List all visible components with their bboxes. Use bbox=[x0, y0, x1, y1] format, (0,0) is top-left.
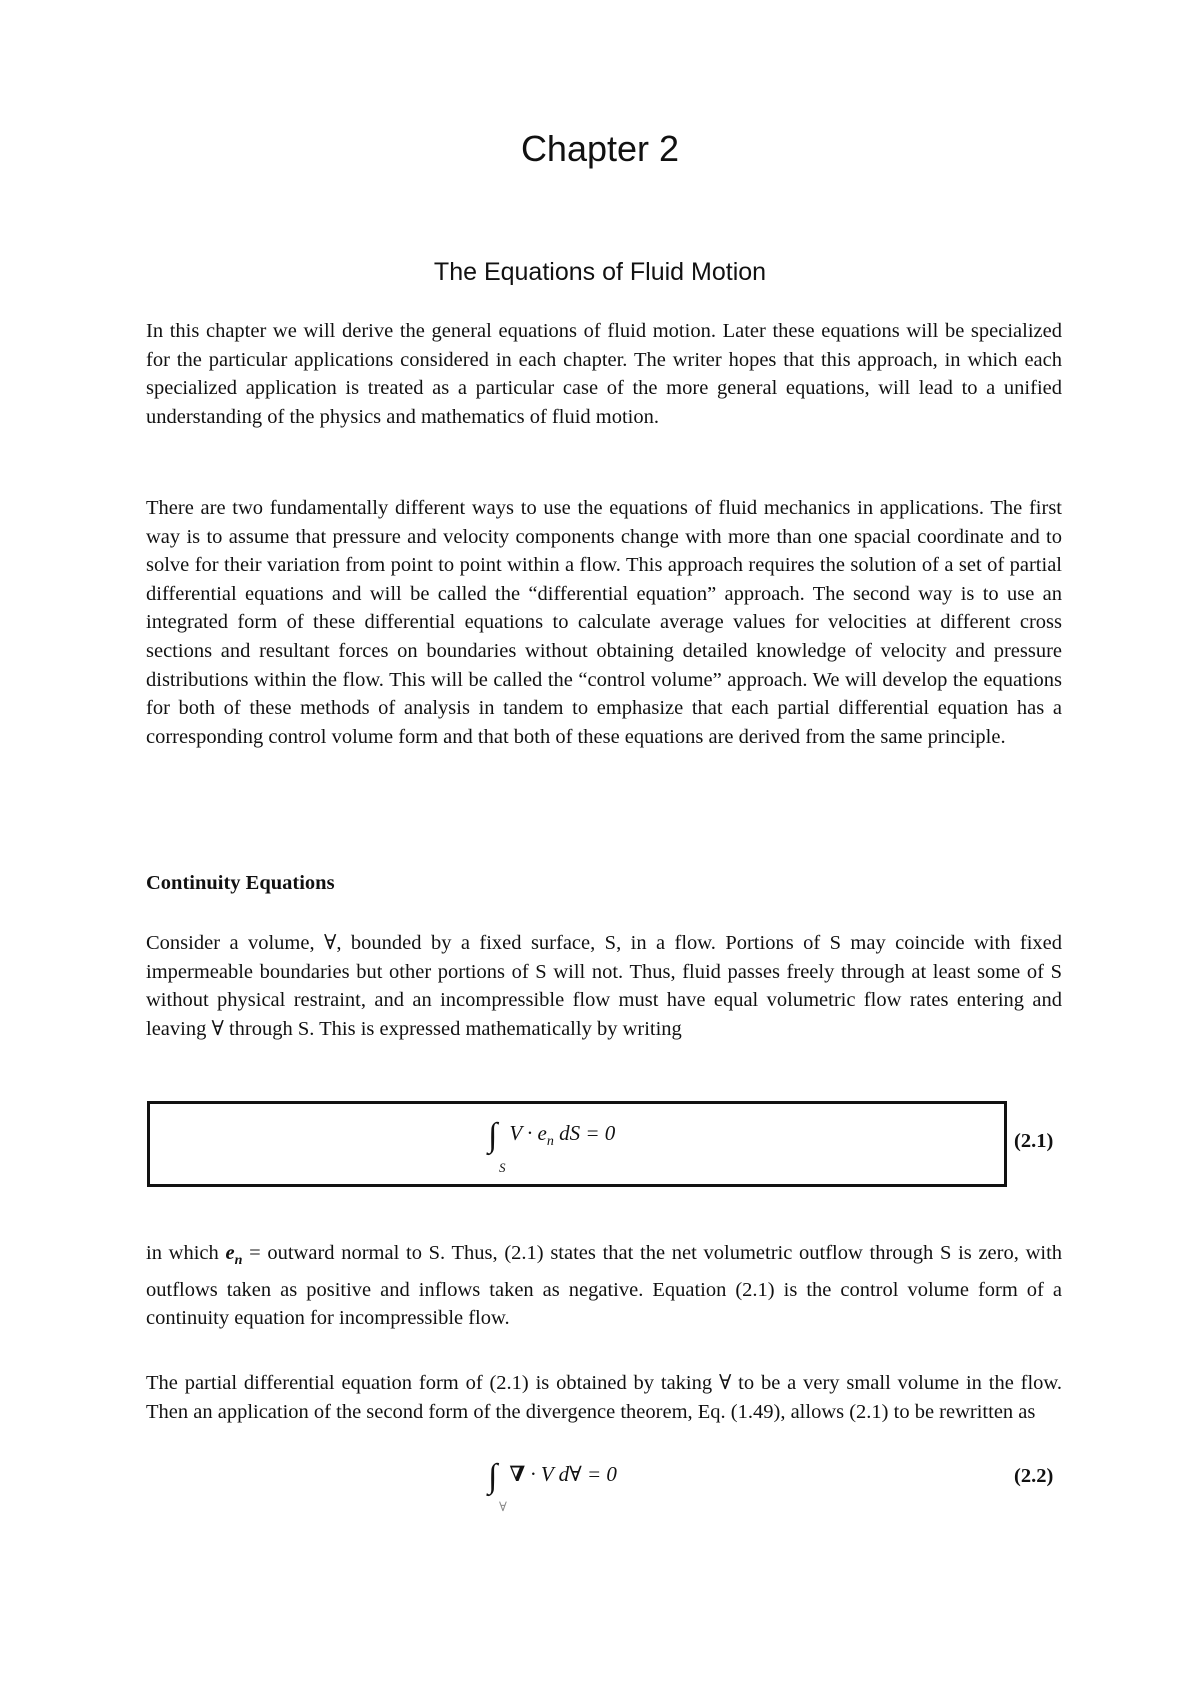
normal-lead: in which bbox=[146, 1242, 226, 1264]
integral-sign-2: ∫ bbox=[488, 1458, 498, 1495]
continuity-heading: Continuity Equations bbox=[146, 872, 335, 894]
eq1-rest: dS = 0 bbox=[553, 1121, 616, 1145]
normal-symbol-sub: n bbox=[234, 1253, 243, 1269]
integral-sign: ∫ bbox=[488, 1117, 498, 1154]
chapter-label: Chapter 2 bbox=[520, 128, 680, 169]
approaches-paragraph: There are two fundamentally different ways to use the equations of fluid mechanics in applications. The first way is to assume that pressure and velocity components change with more than one spacial coordinate and to solve for their variation from point to point within a flow. This approach requires the solution of a set of partial differential equations and will be called the “differential equation” approach. The second way is to use an integrated form of these differential equations to calculate average values for velocities at different cross sections and resultant forces on boundaries without obtaining detailed knowledge of velocity and pressure distributions within the flow. This will be called the “control volume” approach. We will develop the equations for both of these methods of analysis in tandem to emphasize that each partial differential equation has a corresponding control volume form and that both of these equations are derived from the same principle. bbox=[146, 497, 1062, 748]
equation-2-1 bbox=[488, 1117, 615, 1155]
normal-vector-paragraph bbox=[146, 1239, 1062, 1333]
nabla-symbol: ∇ bbox=[509, 1462, 526, 1486]
intro-paragraph: In this chapter we will derive the general equations of fluid motion. Later these equations will be specialized for the particular applications considered in each chapter. The writer hopes that this approach, in which each specialized application is treated as a particular case of the more general equations, will lead to a unified understanding of the physics and mathematics of fluid motion. bbox=[146, 320, 1062, 428]
continuity-paragraph: Consider a volume, ∀, bounded by a fixed surface, S, in a flow. Portions of S may coincide with fixed impermeable boundaries but other portions of S will not. Thus, fluid passes freely through at least some of S without physical restraint, and an incompressible flow must have equal volumetric flow rates entering and leaving ∀ through S. This is expressed mathematically by writing bbox=[146, 932, 1062, 1040]
eq1-subscript: n bbox=[546, 1134, 554, 1150]
normal-symbol: e bbox=[225, 1242, 235, 1264]
chapter-title: The Equations of Fluid Motion bbox=[433, 258, 767, 286]
equation-number-2-2: (2.2) bbox=[1014, 1465, 1054, 1487]
eq2-lhs: · V d∀ = 0 bbox=[525, 1462, 617, 1486]
equation-number-2-1: (2.1) bbox=[1014, 1130, 1054, 1152]
eq1-lhs: V · e bbox=[509, 1121, 547, 1145]
eq1-integral-limit: S bbox=[499, 1160, 506, 1175]
pde-paragraph: The partial differential equation form of (2.1) is obtained by taking ∀ to be a very small volume in the flow. Then an application of the second form of the divergence theorem, Eq. (1.49), allows (2.1) to be rewritten as bbox=[146, 1372, 1062, 1423]
eq2-integral-limit: ∀ bbox=[499, 1499, 507, 1514]
equation-2-2 bbox=[488, 1458, 617, 1496]
normal-rest: = outward normal to S. Thus, (2.1) states that the net volumetric outflow through S is zero, with outflows taken as positive and inflows taken as negative. Equation (2.1) is the control volume form of a continuity equation for incompressible flow. bbox=[146, 1242, 1063, 1330]
